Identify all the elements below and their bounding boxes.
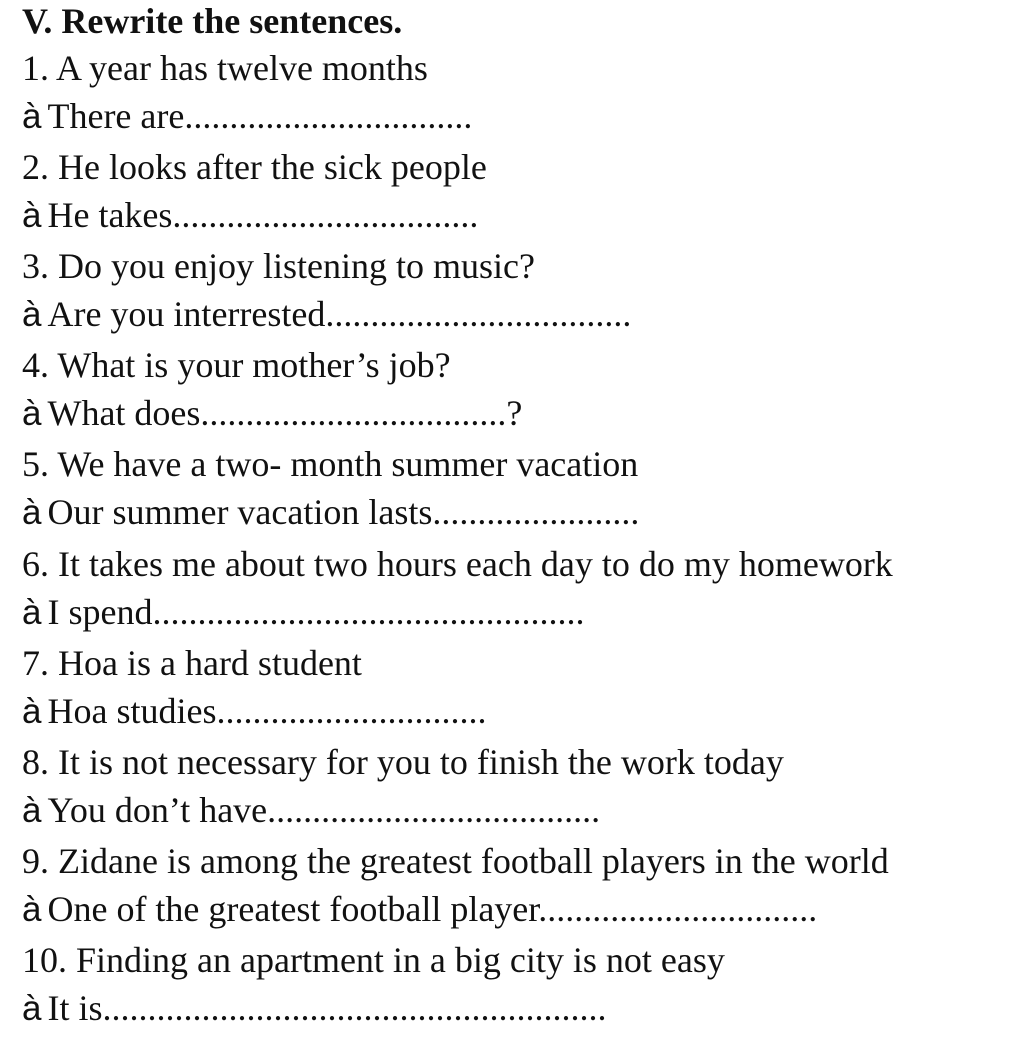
question-4: 4. What is your mother’s job?	[22, 345, 451, 385]
arrow-icon: à	[22, 791, 42, 830]
question-2: 2. He looks after the sick people	[22, 147, 487, 187]
answer-5	[22, 492, 639, 533]
question-7: 7. Hoa is a hard student	[22, 643, 362, 683]
answer-7	[22, 691, 486, 732]
answer-8-text: You don’t have.....................................	[47, 790, 601, 830]
answer-3-text: Are you interrested..................................	[47, 294, 632, 334]
question-6: 6. It takes me about two hours each day to do my homework	[22, 544, 893, 584]
answer-2-text: He takes..................................	[47, 195, 479, 235]
arrow-icon: à	[22, 295, 42, 334]
answer-2	[22, 195, 478, 236]
answer-6-text: I spend................................................	[47, 592, 585, 632]
answer-10	[22, 988, 606, 1029]
question-1: 1. A year has twelve months	[22, 48, 428, 88]
arrow-icon: à	[22, 493, 42, 532]
arrow-icon: à	[22, 196, 42, 235]
answer-3	[22, 294, 631, 335]
answer-4-text: What does..................................?	[47, 393, 523, 433]
answer-9-text: One of the greatest football player...............................	[47, 889, 818, 929]
answer-10-text: It is........................................................	[47, 988, 607, 1028]
answer-8	[22, 790, 600, 831]
answer-6	[22, 592, 584, 633]
answer-4	[22, 393, 522, 434]
arrow-icon: à	[22, 989, 42, 1028]
question-3: 3. Do you enjoy listening to music?	[22, 246, 535, 286]
answer-9	[22, 889, 817, 930]
arrow-icon: à	[22, 593, 42, 632]
arrow-icon: à	[22, 890, 42, 929]
answer-7-text: Hoa studies..............................	[47, 691, 487, 731]
question-8: 8. It is not necessary for you to finish the work today	[22, 742, 784, 782]
arrow-icon: à	[22, 97, 42, 136]
question-9: 9. Zidane is among the greatest football players in the world	[22, 841, 889, 881]
arrow-icon: à	[22, 394, 42, 433]
answer-1-text: There are................................	[47, 96, 473, 136]
answer-5-text: Our summer vacation lasts.......................	[47, 492, 640, 532]
answer-1	[22, 96, 472, 137]
section-title: V. Rewrite the sentences.	[22, 1, 403, 41]
arrow-icon: à	[22, 692, 42, 731]
question-5: 5. We have a two- month summer vacation	[22, 444, 639, 484]
question-10: 10. Finding an apartment in a big city is not easy	[22, 940, 725, 980]
